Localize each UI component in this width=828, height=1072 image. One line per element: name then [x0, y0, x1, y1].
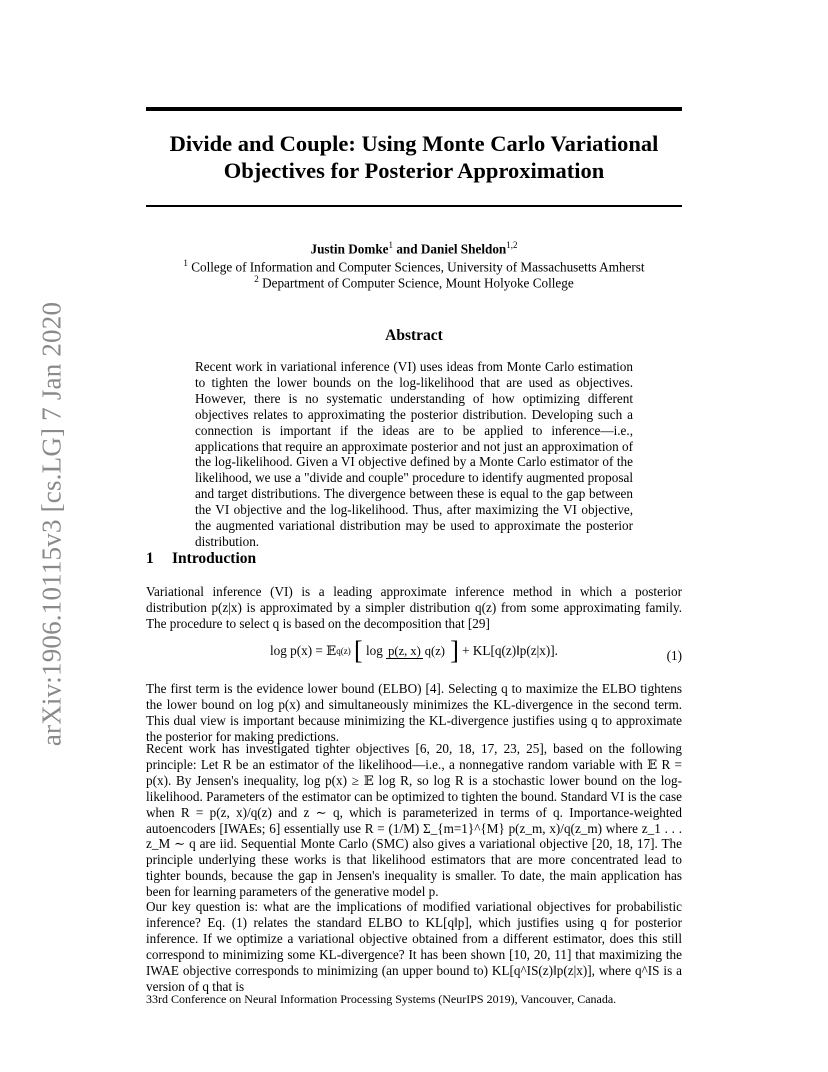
- equation-lhs: log p(x) =: [270, 643, 323, 658]
- abstract-body: Recent work in variational inference (VI) uses ideas from Monte Carlo estimation to tighten the lower bounds on the log-likelihood that are used as objectives. However, there is no systematic understanding of how optimizing different objectives relates to approximating the posterior distribution. Developing such a connection is important if the ideas are to be applied to inference—i.e., applications that require an approximate posterior and not just an approximation of the log-likelihood. Given a VI objective defined by a Monte Carlo estimator of the likelihood, we use a "divide and couple" procedure to identify augmented proposal and target distributions. The divergence between these is equal to the gap between the VI objective and the log-likelihood. Thus, after maximizing the VI objective, the augmented variational distribution may be used to approximate the posterior distribution.: [195, 359, 633, 549]
- author-affiliation-marker: 1,2: [506, 240, 518, 250]
- intro-paragraph-2: The first term is the evidence lower bound (ELBO) [4]. Selecting q to maximize the ELBO tightens the lower bound on log p(x) and simultaneously minimizes the KL-divergence in the second term. This dual view is important because minimizing the KL-divergence justifies using q to approximate the posterior for making predictions.: [146, 681, 682, 744]
- fraction: [386, 643, 447, 659]
- equation-body: [146, 638, 682, 664]
- log-operator: log: [366, 643, 383, 658]
- title-line-2: Objectives for Posterior Approximation: [223, 158, 605, 183]
- abstract-heading: Abstract: [385, 327, 443, 344]
- section-number: 1: [146, 550, 154, 567]
- equation-1: [146, 638, 682, 672]
- paper-title: [146, 130, 682, 184]
- affiliation-1: [146, 258, 682, 275]
- title-top-rule: [146, 107, 682, 111]
- title-line-1: Divide and Couple: Using Monte Carlo Variational: [169, 131, 659, 156]
- expectation-operator: [326, 645, 351, 658]
- author-name: Daniel Sheldon: [420, 241, 507, 257]
- conference-footnote: 33rd Conference on Neural Information Processing Systems (NeurIPS 2019), Vancouver, Canada.: [146, 992, 617, 1006]
- affiliation-marker: 1: [183, 258, 188, 268]
- left-bracket: [: [354, 636, 363, 665]
- section-title: Introduction: [172, 550, 257, 567]
- section-heading: [146, 550, 256, 568]
- intro-paragraph-3: Recent work has investigated tighter objectives [6, 20, 18, 17, 23, 25], based on the following principle: Let R be an estimator of the likelihood—i.e., a nonnegative random variable with 𝔼 R = p(x). By Jensen's inequality, log p(x) ≥ 𝔼 log R, so log R is a stochastic lower bound on the log-likelihood. Parameters of the estimator can be optimized to tighten the bound. Standard VI is the case when R = p(z, x)/q(z) and z ∼ q, which is parameterized in terms of q. Importance-weighted autoencoders [IWAEs; 6] essentially use R = (1/M) Σ_{m=1}^{M} p(z_m, x)/q(z_m) where z_1 . . . z_M ∼ q are iid. Sequential Monte Carlo (SMC) also gives a variational objective [20, 18, 17]. The principle underlying these works is that likelihood estimators that are more concentrated lead to tighter bounds, because the gap in Jensen's inequality is smaller. To date, the main application has been for learning parameters of the generative model p.: [146, 741, 682, 900]
- fraction-denominator: q(z): [424, 644, 445, 659]
- equation-rhs: + KL[q(z)‖p(z|x)].: [462, 643, 558, 658]
- arxiv-sidebar-stamp: arXiv:1906.10115v3 [cs.LG] 7 Jan 2020: [36, 301, 67, 747]
- author-name: Justin Domke: [310, 241, 389, 257]
- affiliation-marker: 2: [254, 274, 259, 284]
- author-affiliation-marker: 1: [388, 240, 394, 250]
- fraction-numerator: p(z, x): [388, 643, 421, 658]
- expectation-subscript: q(z): [336, 646, 351, 657]
- equation-number: (1): [666, 648, 682, 663]
- author-conjunction: and: [393, 241, 421, 257]
- author-list: [146, 240, 682, 257]
- right-bracket: ]: [450, 636, 459, 665]
- intro-paragraph-4: Our key question is: what are the implications of modified variational objectives for probabilistic inference? Eq. (1) relates the standard ELBO to KL[q‖p], which justifies using q for posterior inference. If we optimize a variational objective obtained from a different estimator, does this still correspond to minimizing some KL-divergence? It has been shown [10, 20, 11] that maximizing the IWAE objective corresponds to minimizing (an upper bound to) KL[q^IS(z)‖p(z|x)], where q^IS is a version of q that is: [146, 899, 682, 994]
- affiliation-text: College of Information and Computer Sciences, University of Massachusetts Amherst: [191, 259, 645, 275]
- expectation-symbol: 𝔼: [326, 643, 337, 659]
- affiliation-2: [146, 274, 682, 291]
- title-bottom-rule: [146, 205, 682, 207]
- affiliation-text: Department of Computer Science, Mount Holyoke College: [262, 275, 574, 291]
- intro-paragraph-1: Variational inference (VI) is a leading approximate inference method in which a posterior distribution p(z|x) is approximated by a simpler distribution q(z) from some approximating family. The procedure to select q is based on the decomposition that [29]: [146, 584, 682, 631]
